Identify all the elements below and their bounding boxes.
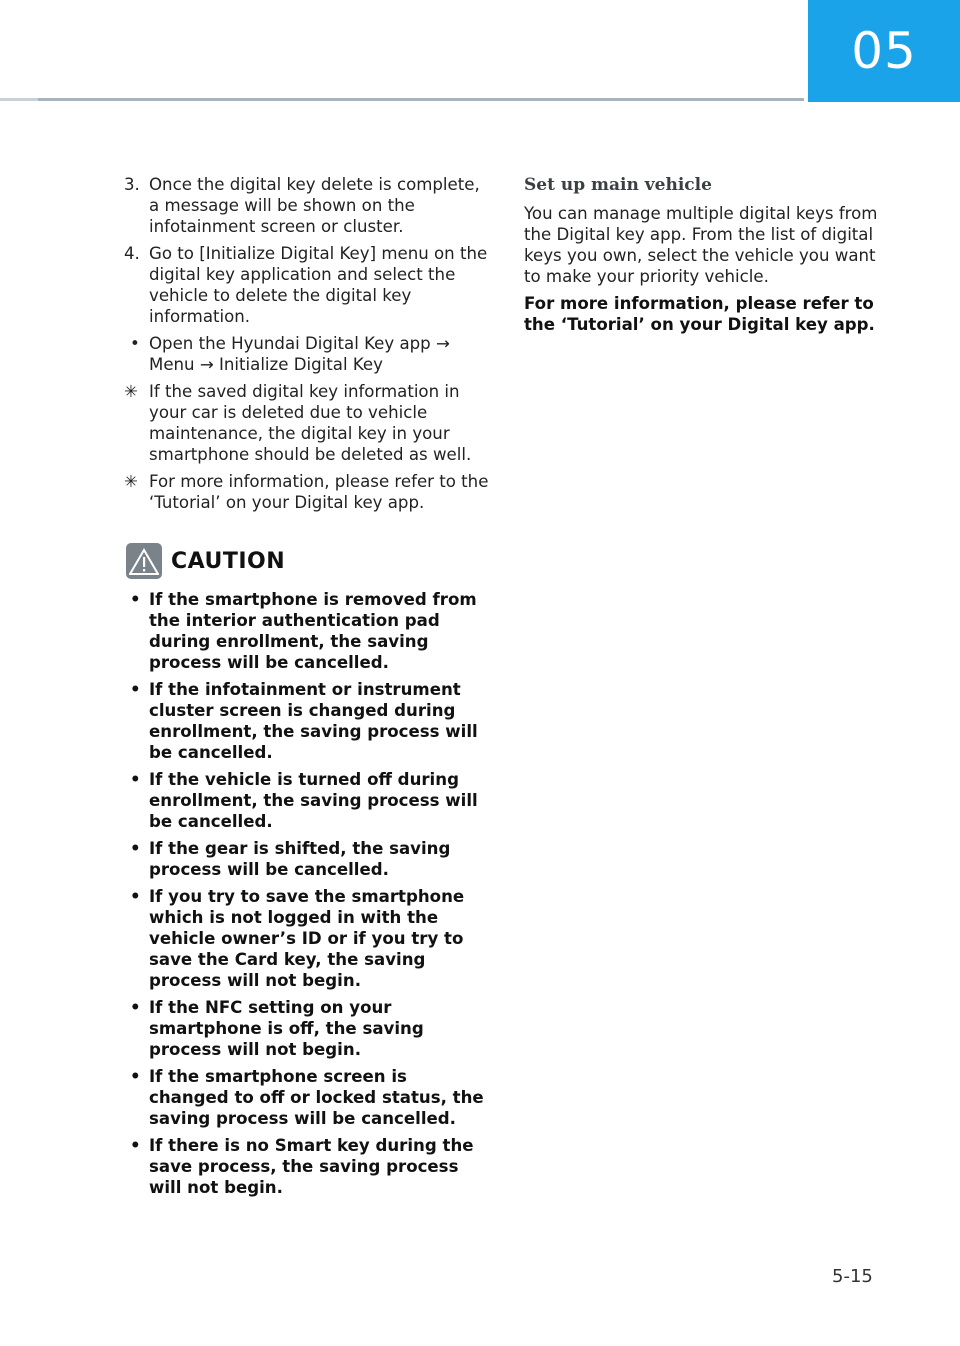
note-item — [124, 471, 490, 513]
note-text: For more information, please refer to the ‘Tutorial’ on your Digital key app. — [149, 472, 489, 512]
step-item — [124, 174, 490, 237]
header-rule — [0, 98, 804, 101]
bullet-item — [124, 333, 490, 375]
caution-text: If there is no Smart key during the save process, the saving process will not begin. — [149, 1136, 474, 1197]
caution-text: If the smartphone is removed from the interior authentication pad during enrollment, the saving process will be cancelled. — [149, 590, 477, 672]
caution-item — [124, 838, 490, 880]
caution-title: CAUTION — [171, 548, 286, 574]
caution-text: If the smartphone screen is changed to off or locked status, the saving process will be cancelled. — [149, 1067, 484, 1128]
asterisk-icon: ✳ — [124, 382, 138, 401]
caution-text: If the vehicle is turned off during enrollment, the saving process will be cancelled. — [149, 770, 478, 831]
caution-item — [124, 997, 490, 1060]
note-text: If the saved digital key information in your car is deleted due to vehicle maintenance, the digital key in your smartphone should be deleted as well. — [149, 382, 472, 464]
caution-item — [124, 1066, 490, 1129]
step-text: Go to [Initialize Digital Key] menu on the digital key application and select the vehicle to delete the digital key information. — [149, 244, 488, 326]
caution-item — [124, 769, 490, 832]
warning-triangle-icon — [126, 543, 162, 579]
caution-item — [124, 1135, 490, 1198]
bullet-icon: • — [130, 887, 141, 906]
header-rule-accent — [0, 98, 38, 101]
bullet-icon: • — [130, 839, 141, 858]
bullet-icon: • — [130, 770, 141, 789]
bullet-icon: • — [130, 334, 140, 353]
bullet-icon: • — [130, 1067, 141, 1086]
bullet-icon: • — [130, 590, 141, 609]
bullet-icon: • — [130, 998, 141, 1017]
bullet-text: Open the Hyundai Digital Key app → Menu → Initialize Digital Key — [149, 334, 450, 374]
step-text: Once the digital key delete is complete, a message will be shown on the infotainment screen or cluster. — [149, 175, 480, 236]
caution-text: If the NFC setting on your smartphone is off, the saving process will not begin. — [149, 998, 424, 1059]
chapter-number: 05 — [851, 22, 917, 80]
step-number: 3. — [124, 175, 140, 194]
caution-box — [124, 543, 490, 1198]
step-item — [124, 243, 490, 327]
caution-header — [126, 543, 490, 579]
bullet-icon: • — [130, 680, 141, 699]
right-column — [524, 174, 884, 341]
caution-text: If the gear is shifted, the saving process will be cancelled. — [149, 839, 451, 879]
step-number: 4. — [124, 244, 140, 263]
bullet-icon: • — [130, 1136, 141, 1155]
asterisk-icon: ✳ — [124, 472, 138, 491]
caution-item — [124, 886, 490, 991]
chapter-tab — [808, 0, 960, 102]
caution-text: If the infotainment or instrument cluster screen is changed during enrollment, the saving process will be cancelled. — [149, 680, 478, 762]
page-number: 5-15 — [832, 1266, 873, 1287]
section-note: For more information, please refer to the ‘Tutorial’ on your Digital key app. — [524, 294, 875, 334]
caution-item — [124, 679, 490, 763]
section-paragraph: You can manage multiple digital keys from the Digital key app. From the list of digital keys you own, select the vehicle you want to make your priority vehicle. — [524, 204, 878, 286]
caution-text: If you try to save the smartphone which is not logged in with the vehicle owner’s ID or if you try to save the Card key, the saving process will not begin. — [149, 887, 465, 990]
note-item — [124, 381, 490, 465]
section-title: Set up main vehicle — [524, 175, 712, 195]
left-column — [124, 174, 490, 1204]
caution-item — [124, 589, 490, 673]
